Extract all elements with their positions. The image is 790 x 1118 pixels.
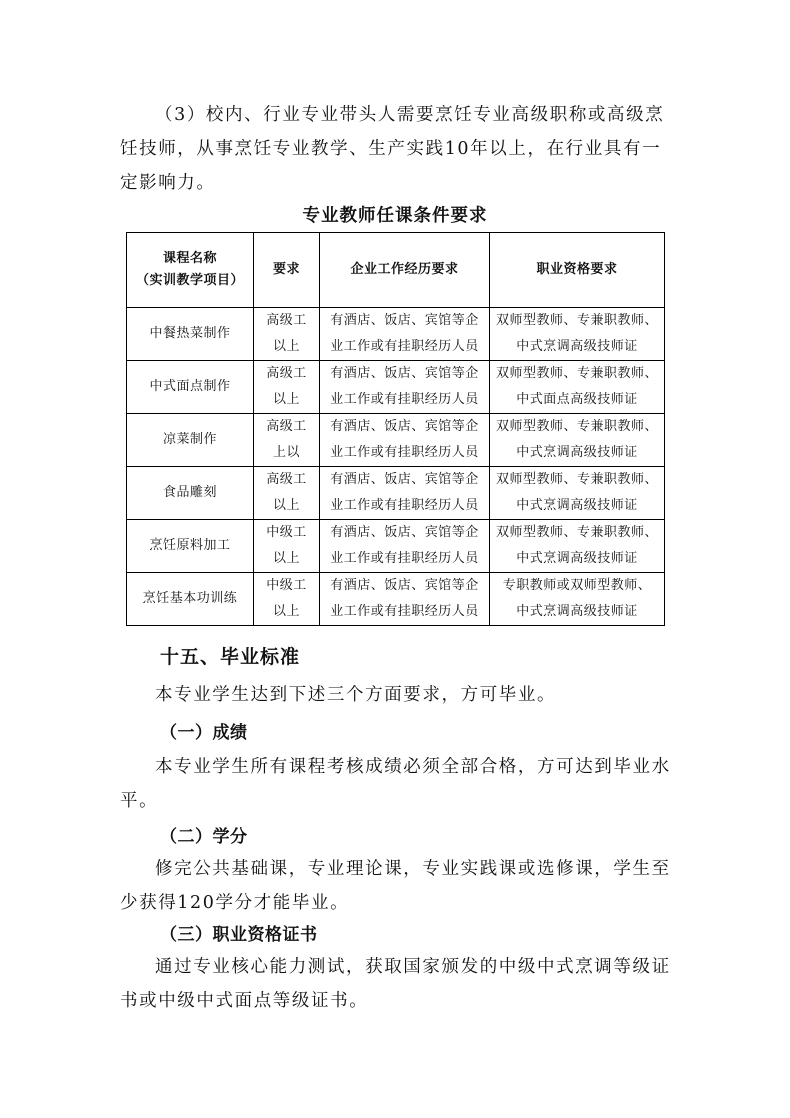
header-requirement: 要求 <box>254 233 320 308</box>
cell-course: 凉菜制作 <box>127 414 254 467</box>
credits-heading: （二）学分 <box>160 827 248 847</box>
cell-experience <box>320 414 490 467</box>
cell-qualification <box>490 573 665 626</box>
cell-qualification <box>490 520 665 573</box>
cell-line: 以上 <box>272 498 300 513</box>
cell-line: 中式烹调高级技师证 <box>516 498 638 513</box>
grades-text: 本专业学生所有课程考核成绩必须全部合格，方可达到毕业水平。 <box>120 757 671 811</box>
cell-experience <box>320 467 490 520</box>
cell-line: 中级工 <box>266 525 307 540</box>
section-heading: 十五、毕业标准 <box>160 646 301 668</box>
cell-line: 中式烹调高级技师证 <box>516 604 638 619</box>
cell-line: 业工作或有挂职经历人员 <box>330 339 479 354</box>
cell-line: 双师型教师、专兼职教师、 <box>495 313 658 328</box>
cell-line: 双师型教师、专兼职教师、 <box>495 472 658 487</box>
header-experience: 企业工作经历要求 <box>320 233 490 308</box>
cell-experience <box>320 520 490 573</box>
cell-line: 中式烹调高级技师证 <box>516 551 638 566</box>
section-intro: 本专业学生达到下述三个方面要求，方可毕业。 <box>155 685 557 705</box>
cell-requirement <box>254 361 320 414</box>
header-qualification: 职业资格要求 <box>490 233 665 308</box>
header-course <box>127 233 254 308</box>
cert-heading: （三）职业资格证书 <box>160 925 318 945</box>
cell-line: 专职教师或双师型教师、 <box>502 578 652 593</box>
cell-line: 中式烹调高级技师证 <box>516 339 638 354</box>
cell-line: 业工作或有挂职经历人员 <box>330 392 479 407</box>
cell-line: 业工作或有挂职经历人员 <box>330 604 479 619</box>
cell-line: 以上 <box>272 551 300 566</box>
cell-line: 有酒店、饭店、宾馆等企 <box>330 578 479 593</box>
cell-requirement <box>254 414 320 467</box>
cell-line: 业工作或有挂职经历人员 <box>330 445 479 460</box>
cell-requirement <box>254 573 320 626</box>
cell-line: 中级工 <box>266 578 307 593</box>
cell-line: 双师型教师、专兼职教师、 <box>495 366 658 381</box>
cell-line: 高级工 <box>266 366 307 381</box>
table-title: 专业教师任课条件要求 <box>302 206 488 226</box>
cert-text: 通过专业核心能力测试，获取国家颁发的中级中式烹调等级证书或中级中式面点等级证书。 <box>120 957 671 1011</box>
cell-line: 双师型教师、专兼职教师、 <box>495 419 658 434</box>
cell-experience <box>320 573 490 626</box>
cell-line: 高级工 <box>266 419 307 434</box>
cell-requirement <box>254 308 320 361</box>
cell-line: 以上 <box>272 604 300 619</box>
cell-line: 双师型教师、专兼职教师、 <box>495 525 658 540</box>
cell-qualification <box>490 467 665 520</box>
credits-text: 修完公共基础课，专业理论课，专业实践课或选修课，学生至少获得120学分才能毕业。 <box>120 859 671 913</box>
table-header-row <box>127 233 665 308</box>
header-course-line2: （实训教学项目） <box>135 273 244 288</box>
cell-qualification <box>490 308 665 361</box>
teacher-requirements-table <box>126 232 665 626</box>
cell-course: 烹饪基本功训练 <box>127 573 254 626</box>
cell-course: 中式面点制作 <box>127 361 254 414</box>
cell-line: 有酒店、饭店、宾馆等企 <box>330 366 479 381</box>
cell-requirement <box>254 467 320 520</box>
cell-line: 有酒店、饭店、宾馆等企 <box>330 472 479 487</box>
table-row <box>127 573 665 626</box>
grades-heading: （一）成绩 <box>160 723 248 743</box>
cell-line: 高级工 <box>266 313 307 328</box>
intro-paragraph: （3）校内、行业专业带头人需要烹饪专业高级职称或高级烹饪技师，从事烹饪专业教学、生产实践10年以上，在行业具有一定影响力。 <box>120 105 665 193</box>
cell-experience <box>320 308 490 361</box>
header-course-line1: 课程名称 <box>162 251 217 266</box>
cell-line: 以上 <box>272 339 300 354</box>
cell-course: 中餐热菜制作 <box>127 308 254 361</box>
cell-line: 业工作或有挂职经历人员 <box>330 551 479 566</box>
cell-experience <box>320 361 490 414</box>
table-row <box>127 361 665 414</box>
table-row <box>127 467 665 520</box>
cell-line: 业工作或有挂职经历人员 <box>330 498 479 513</box>
cell-qualification <box>490 361 665 414</box>
cell-course: 烹饪原料加工 <box>127 520 254 573</box>
cell-line: 有酒店、饭店、宾馆等企 <box>330 419 479 434</box>
table-row <box>127 414 665 467</box>
cell-line: 上以 <box>272 445 300 460</box>
cell-line: 中式烹调高级技师证 <box>516 445 638 460</box>
table-row <box>127 520 665 573</box>
cell-qualification <box>490 414 665 467</box>
cell-line: 高级工 <box>266 472 307 487</box>
cell-line: 以上 <box>272 392 300 407</box>
cell-line: 有酒店、饭店、宾馆等企 <box>330 525 479 540</box>
cell-line: 中式面点高级技师证 <box>516 392 638 407</box>
cell-course: 食品雕刻 <box>127 467 254 520</box>
cell-requirement <box>254 520 320 573</box>
cell-line: 有酒店、饭店、宾馆等企 <box>330 313 479 328</box>
table-row <box>127 308 665 361</box>
